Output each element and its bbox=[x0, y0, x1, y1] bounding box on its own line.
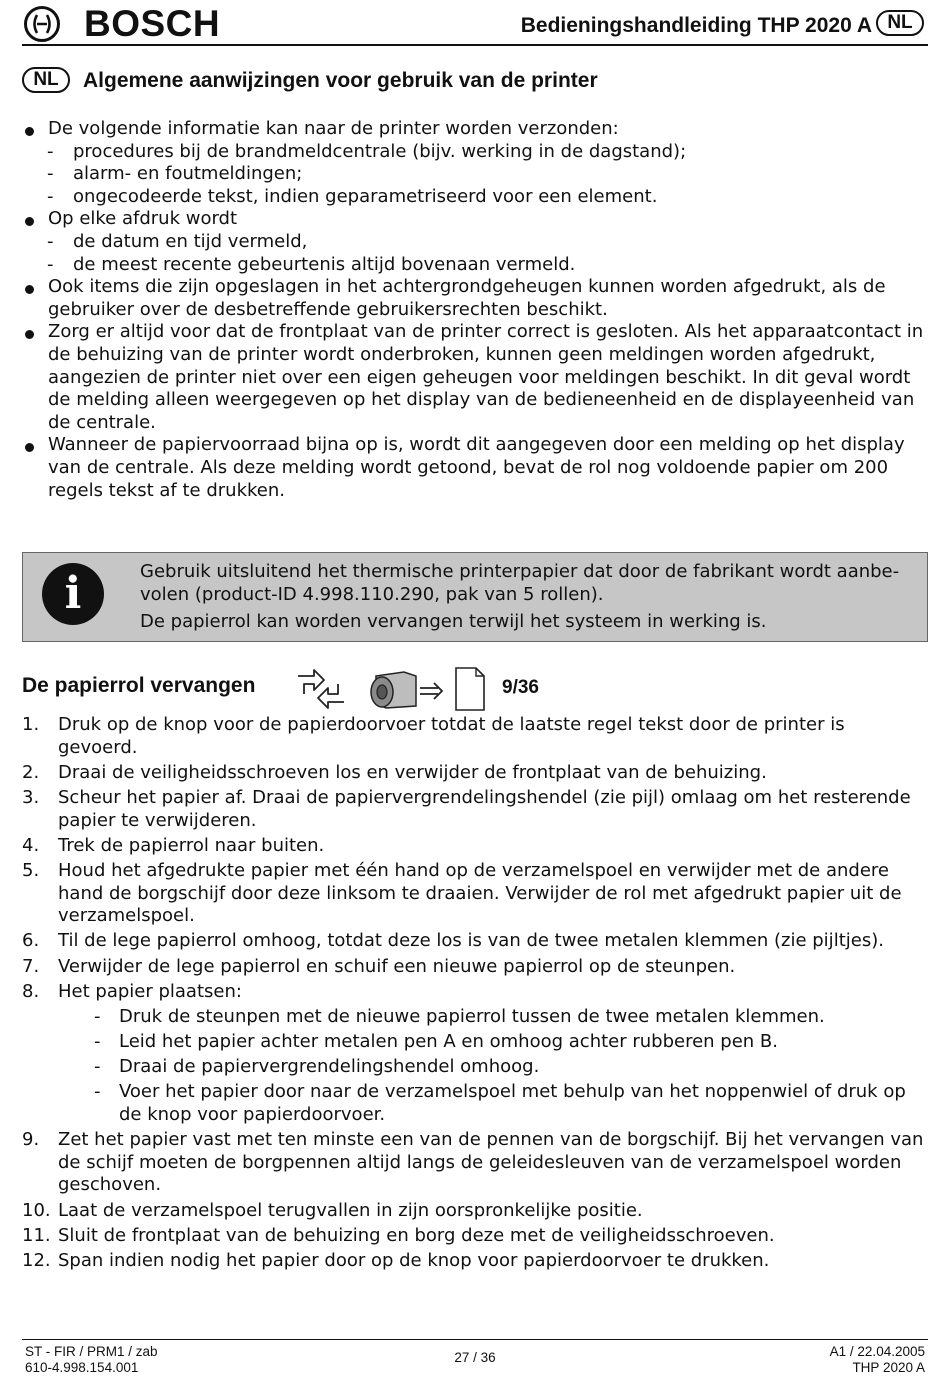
sub-item bbox=[22, 231, 928, 254]
bullet-icon bbox=[25, 330, 34, 339]
step-sub-text: Druk de steunpen met de nieuwe papierrol tussen de twee metalen klemmen. bbox=[119, 1005, 825, 1027]
step-text: Span indien nodig het papier door op de knop voor papierdoorvoer te drukken. bbox=[58, 1249, 770, 1271]
cycle-arrows-icon bbox=[298, 670, 344, 708]
bullet-icon bbox=[25, 285, 34, 294]
sub-item-text: procedures bij de brandmeldcentrale (bijv. werking in de dagstand); bbox=[73, 140, 687, 162]
step-text: Houd het afgedrukte papier met één hand op de verzamelspoel en verwijder met de andere hand de borgschijf door deze linksom te draaien. Verwijder de rol met afgedrukt papier uit de verzamelspoel. bbox=[58, 859, 902, 927]
step-text: Draai de veiligheidsschroeven los en verwijder de frontplaat van de behuizing. bbox=[58, 761, 767, 783]
step-number: 7. bbox=[22, 955, 40, 977]
sub-item-text: de meest recente gebeurtenis altijd bovenaan vermeld. bbox=[73, 253, 576, 275]
sub-item bbox=[22, 254, 928, 277]
info-icon: i bbox=[42, 563, 104, 625]
step-item bbox=[22, 1225, 928, 1248]
step-sub-text: Draai de papiervergrendelingshendel omhoog. bbox=[119, 1056, 540, 1078]
step-sub-text: Voer het papier door naar de verzamelspoel met behulp van het noppenwiel of druk op de knop voor papierdoorvoer. bbox=[119, 1081, 906, 1126]
page-icon bbox=[456, 668, 484, 710]
section-title: Algemene aanwijzingen voor gebruik van de printer bbox=[83, 69, 598, 92]
dash-marker: - bbox=[94, 1056, 101, 1078]
dash-marker: - bbox=[94, 1005, 101, 1027]
sub-item-text: alarm- en foutmeldingen; bbox=[73, 163, 303, 185]
step-text: Til de lege papierrol omhoog, totdat deze los is van de twee metalen klemmen (zie pijltjes). bbox=[58, 930, 884, 952]
step-number: 10. bbox=[22, 1199, 51, 1221]
step-sub-item bbox=[58, 1031, 928, 1054]
bullet-text: Op elke afdruk wordt bbox=[48, 208, 238, 230]
step-text: Druk op de knop voor de papierdoorvoer totdat de laatste regel tekst door de printer is gevoerd. bbox=[58, 714, 845, 758]
sub-item-text: de datum en tijd vermeld, bbox=[73, 230, 308, 252]
sub-item-text: ongecodeerde tekst, indien geparametriseerd voor een element. bbox=[73, 185, 658, 207]
bullet-text: Wanneer de papiervoorraad bijna op is, wordt dit aangegeven door een melding op het display van de centrale. Als deze melding wordt getoond, bevat de rol nog voldoende papier om 200 regels tekst af te drukken. bbox=[48, 434, 905, 501]
step-item bbox=[22, 981, 928, 1127]
step-item bbox=[22, 762, 928, 785]
sub-item bbox=[22, 163, 928, 186]
bullet-list bbox=[22, 118, 928, 502]
footer-reference: ST - FIR / PRM1 / zab bbox=[25, 1344, 158, 1359]
step-number: 1. bbox=[22, 714, 40, 735]
page-reference: 9/36 bbox=[502, 677, 539, 698]
dash-marker: - bbox=[47, 140, 54, 162]
step-text: Laat de verzamelspoel terugvallen in zijn oorspronkelijke positie. bbox=[58, 1199, 643, 1221]
step-number: 9. bbox=[22, 1129, 40, 1151]
footer-version-date: A1 / 22.04.2005 bbox=[829, 1344, 925, 1359]
info-note bbox=[22, 552, 928, 642]
bosch-logo-icon bbox=[24, 6, 60, 42]
replace-heading: De papierrol vervangen bbox=[22, 674, 256, 697]
bullet-text: Zorg er altijd voor dat de frontplaat van de printer correct is gesloten. Als het apparaatcontact in de behuizing van de printer wordt onderbroken, kunnen geen meldingen worden afgedrukt, aangezien de printer niet over een eigen geheugen voor meldingen beschikt. In dit geval wordt de melding alleen weergegeven op het display van de bedieneenheid en de displayeenheid van de centrale. bbox=[48, 321, 924, 433]
bullet-item bbox=[22, 118, 928, 141]
paper-roll-icon bbox=[371, 672, 416, 708]
step-item bbox=[22, 714, 928, 759]
step-number: 6. bbox=[22, 930, 40, 952]
bullet-icon bbox=[25, 443, 34, 452]
step-text: Het papier plaatsen: bbox=[58, 980, 242, 1002]
step-text: Verwijder de lege papierrol en schuif een nieuwe papierrol op de steunpen. bbox=[58, 955, 736, 977]
step-item bbox=[22, 835, 928, 858]
sub-item bbox=[22, 141, 928, 164]
brand-logo: BOSCH bbox=[84, 3, 221, 44]
step-item bbox=[22, 956, 928, 979]
page-header bbox=[22, 4, 928, 46]
bullet-text: De volgende informatie kan naar de printer worden verzonden: bbox=[48, 118, 619, 139]
step-sub-text: Leid het papier achter metalen pen A en omhoog achter rubberen pen B. bbox=[119, 1031, 778, 1053]
dash-marker: - bbox=[94, 1031, 101, 1053]
dash-marker: - bbox=[47, 253, 54, 275]
step-number: 5. bbox=[22, 859, 40, 881]
info-text bbox=[140, 561, 925, 634]
step-number: 4. bbox=[22, 834, 40, 856]
language-badge: NL bbox=[876, 10, 924, 36]
dash-marker: - bbox=[94, 1081, 101, 1103]
dash-marker: - bbox=[47, 185, 54, 207]
bullet-item bbox=[22, 434, 928, 502]
dash-marker: - bbox=[47, 230, 54, 252]
bullet-icon bbox=[25, 127, 34, 136]
info-paragraph: Gebruik uitsluitend het thermische printerpapier dat door de fabrikant wordt aanbe-volen (product-ID 4.998.110.290, pak van 5 rollen). bbox=[140, 561, 900, 605]
step-sub-item bbox=[58, 1006, 928, 1029]
step-text: Scheur het papier af. Draai de papiervergrendelingshendel (zie pijl) omlaag om het resterende papier te verwijderen. bbox=[58, 786, 911, 831]
step-number: 2. bbox=[22, 761, 40, 783]
step-item bbox=[22, 1200, 928, 1223]
step-text: Zet het papier vast met ten minste een van de pennen van de borgschijf. Bij het vervangen van de schijf moeten de borgpennen altijd langs de geleidesleuven van de verzamelspoel worden geschoven. bbox=[58, 1129, 924, 1196]
bullet-item bbox=[22, 208, 928, 231]
bullet-item bbox=[22, 321, 928, 434]
step-sub-item bbox=[58, 1081, 928, 1126]
step-item bbox=[22, 787, 928, 832]
step-number: 8. bbox=[22, 980, 40, 1002]
step-text: Sluit de frontplaat van de behuizing en borg deze met de veiligheidsschroeven. bbox=[58, 1224, 775, 1246]
step-text: Trek de papierrol naar buiten. bbox=[58, 834, 325, 856]
bullet-text: Ook items die zijn opgeslagen in het achtergrondgeheugen kunnen worden afgedrukt, als de gebruiker over de desbetreffende gebruikersrechten beschikt. bbox=[48, 276, 886, 320]
procedure-icons bbox=[292, 666, 492, 712]
step-list bbox=[22, 714, 928, 1273]
step-number: 11. bbox=[22, 1224, 51, 1246]
footer-right bbox=[830, 1344, 925, 1376]
bullet-item bbox=[22, 276, 928, 321]
page-footer bbox=[22, 1339, 928, 1379]
bullet-icon bbox=[25, 217, 34, 226]
step-item bbox=[22, 1250, 928, 1273]
footer-document-number: 610-4.998.154.001 bbox=[25, 1360, 139, 1375]
double-arrow-icon bbox=[420, 683, 442, 699]
section-language-badge: NL bbox=[22, 67, 70, 93]
step-number: 3. bbox=[22, 786, 40, 808]
step-sub-item bbox=[58, 1056, 928, 1079]
document-title: Bedieningshandleiding THP 2020 A bbox=[520, 14, 872, 37]
step-item bbox=[22, 860, 928, 928]
footer-product: THP 2020 A bbox=[852, 1360, 925, 1375]
info-paragraph: De papierrol kan worden vervangen terwijl het systeem in werking is. bbox=[140, 611, 767, 633]
step-item bbox=[22, 1129, 928, 1197]
step-item bbox=[22, 930, 928, 953]
sub-item bbox=[22, 186, 928, 209]
dash-marker: - bbox=[47, 163, 54, 185]
step-number: 12. bbox=[22, 1249, 51, 1271]
page-number: 27 / 36 bbox=[454, 1350, 496, 1365]
